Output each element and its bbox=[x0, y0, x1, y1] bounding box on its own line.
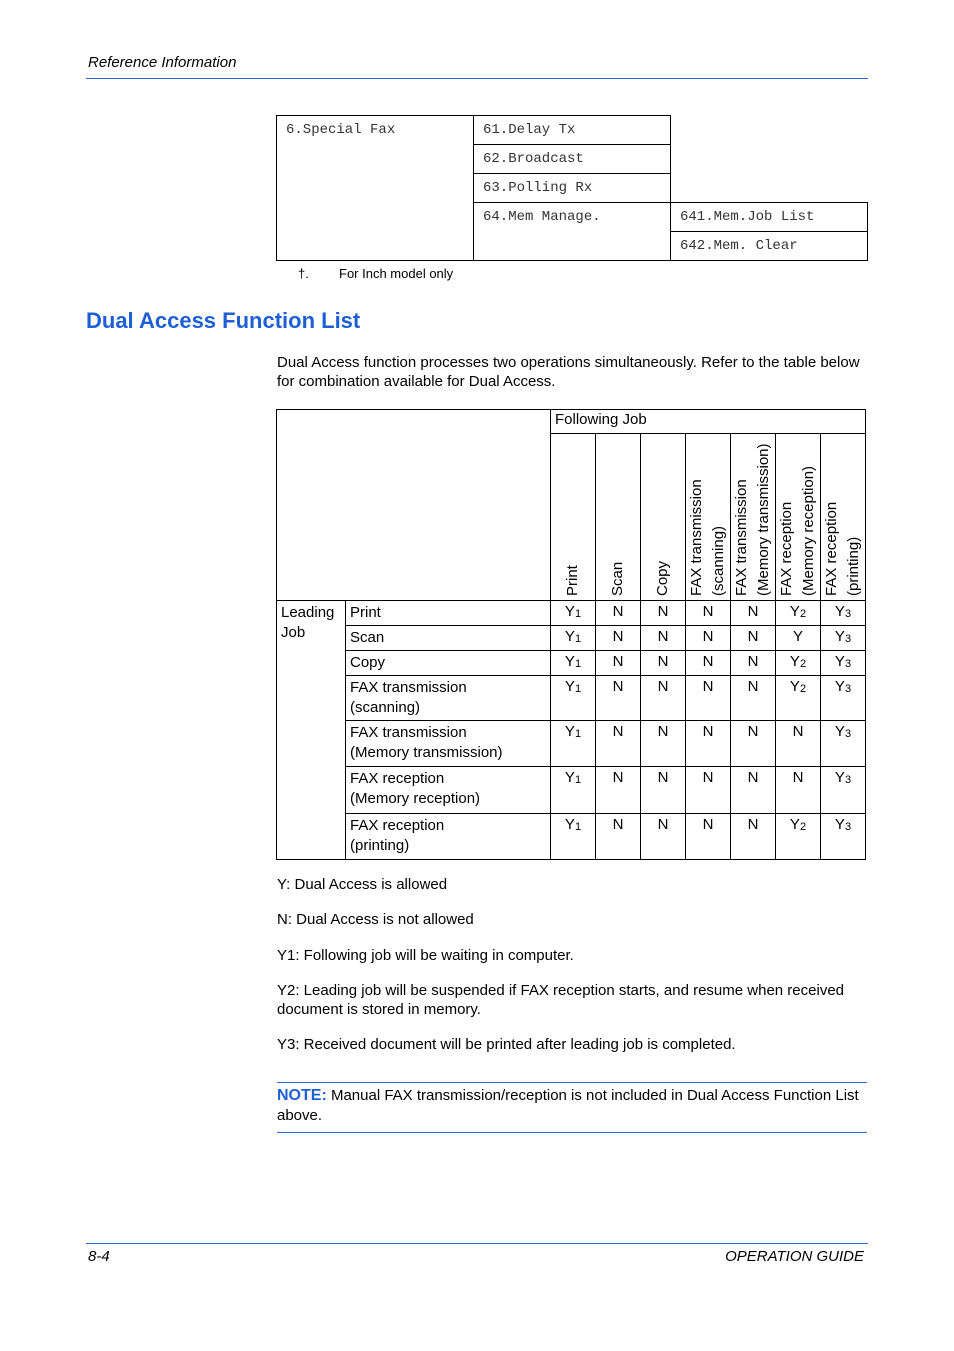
column-header bbox=[821, 434, 866, 601]
table-cell: N bbox=[776, 721, 821, 767]
table-cell: $Y_1$ bbox=[551, 626, 596, 651]
column-header-label: FAX reception (printing) bbox=[823, 501, 862, 596]
table-cell: N bbox=[686, 767, 731, 814]
table-cell: $Y_1$ bbox=[551, 601, 596, 626]
menu-item-mem-job-list: 641.Mem.Job List bbox=[671, 203, 868, 232]
menu-item-broadcast: 62.Broadcast bbox=[474, 145, 671, 174]
table-cell: N bbox=[686, 626, 731, 651]
table-cell: N bbox=[641, 721, 686, 767]
page-number: 8-4 bbox=[88, 1248, 110, 1265]
table-cell: $Y_2$ bbox=[776, 601, 821, 626]
section-title: Dual Access Function List bbox=[86, 308, 361, 333]
column-header bbox=[551, 434, 596, 601]
menu-item-mem-manage: 64.Mem Manage. bbox=[474, 203, 671, 261]
legend-y2: Y2: Leading job will be suspended if FAX reception starts, and resume when received document is stored in memory. bbox=[277, 982, 844, 1018]
menu-item-polling-rx: 63.Polling Rx bbox=[474, 174, 671, 203]
column-header-label: FAX transmission (scanning) bbox=[688, 479, 727, 596]
table-cell: $Y_1$ bbox=[551, 814, 596, 860]
footnote-text: For Inch model only bbox=[339, 266, 454, 281]
table-cell: $Y_2$ bbox=[776, 814, 821, 860]
row-label: Print bbox=[346, 601, 551, 626]
note-label: NOTE: bbox=[277, 1087, 327, 1104]
column-header bbox=[596, 434, 641, 601]
column-header bbox=[686, 434, 731, 601]
table-row bbox=[277, 651, 866, 676]
table-row bbox=[277, 721, 866, 767]
row-label: FAX transmission (Memory transmission) bbox=[346, 721, 551, 767]
table-cell: $Y_2$ bbox=[776, 651, 821, 676]
dual-access-table bbox=[276, 409, 866, 860]
table-cell: $Y_1$ bbox=[551, 767, 596, 814]
column-header-label: Scan bbox=[609, 561, 626, 596]
table-cell: $Y_3$ bbox=[821, 626, 866, 651]
table-cell: N bbox=[686, 676, 731, 721]
legend-y: Y: Dual Access is allowed bbox=[277, 876, 448, 893]
table-cell: N bbox=[776, 767, 821, 814]
guide-title: OPERATION GUIDE bbox=[725, 1248, 864, 1265]
table-cell: $Y_1$ bbox=[551, 721, 596, 767]
table-cell: Y bbox=[776, 626, 821, 651]
legend-y1: Y1: Following job will be waiting in computer. bbox=[277, 947, 574, 964]
column-header bbox=[731, 434, 776, 601]
table-corner bbox=[277, 410, 551, 601]
table-cell: $Y_3$ bbox=[821, 721, 866, 767]
table-cell: N bbox=[641, 651, 686, 676]
row-label: Scan bbox=[346, 626, 551, 651]
table-cell: N bbox=[731, 721, 776, 767]
table-row bbox=[277, 601, 866, 626]
table-cell: N bbox=[641, 626, 686, 651]
menu-item-special-fax: 6.Special Fax bbox=[277, 116, 474, 261]
header-rule bbox=[86, 78, 868, 79]
legend-y3: Y3: Received document will be printed after leading job is completed. bbox=[277, 1036, 736, 1053]
note-block bbox=[277, 1086, 867, 1126]
following-job-header: Following Job bbox=[551, 410, 866, 434]
table-cell: N bbox=[731, 651, 776, 676]
row-label: FAX reception (Memory reception) bbox=[346, 767, 551, 814]
table-cell: N bbox=[641, 601, 686, 626]
note-bottom-rule bbox=[277, 1132, 867, 1133]
table-cell: N bbox=[596, 767, 641, 814]
table-cell: $Y_3$ bbox=[821, 601, 866, 626]
table-row bbox=[277, 626, 866, 651]
table-cell: N bbox=[686, 651, 731, 676]
intro-paragraph: Dual Access function processes two operations simultaneously. Refer to the table below for combination available for Dual Access. bbox=[277, 354, 860, 390]
table-row bbox=[277, 676, 866, 721]
table-cell: N bbox=[731, 767, 776, 814]
table-row bbox=[277, 814, 866, 860]
table-cell: $Y_3$ bbox=[821, 651, 866, 676]
table-cell: N bbox=[731, 814, 776, 860]
table-cell: N bbox=[641, 767, 686, 814]
menu-item-mem-clear: 642.Mem. Clear bbox=[671, 232, 868, 261]
running-header: Reference Information bbox=[88, 54, 237, 71]
table-cell: N bbox=[596, 721, 641, 767]
table-cell: N bbox=[596, 601, 641, 626]
table-row bbox=[277, 767, 866, 814]
column-header-label: Copy bbox=[654, 560, 671, 596]
footer-rule bbox=[86, 1243, 868, 1244]
table-cell: N bbox=[641, 814, 686, 860]
column-header-label: Print bbox=[564, 565, 581, 596]
column-header-label: FAX transmission (Memory transmission) bbox=[733, 443, 772, 596]
table-cell: N bbox=[596, 814, 641, 860]
leading-job-header: Leading Job bbox=[277, 601, 346, 860]
table-cell: $Y_1$ bbox=[551, 651, 596, 676]
column-header bbox=[776, 434, 821, 601]
table-cell: N bbox=[731, 601, 776, 626]
column-header-label: FAX reception (Memory reception) bbox=[778, 465, 817, 596]
table-cell: N bbox=[596, 676, 641, 721]
table-cell: $Y_1$ bbox=[551, 676, 596, 721]
table-cell: N bbox=[731, 676, 776, 721]
table-cell: N bbox=[686, 814, 731, 860]
table-cell: N bbox=[731, 626, 776, 651]
footnote-mark: †. bbox=[298, 266, 309, 281]
table-cell: N bbox=[686, 601, 731, 626]
table-cell: $Y_3$ bbox=[821, 676, 866, 721]
table-cell: $Y_3$ bbox=[821, 767, 866, 814]
table-cell: N bbox=[596, 626, 641, 651]
row-label: FAX reception (printing) bbox=[346, 814, 551, 860]
note-text: Manual FAX transmission/reception is not included in Dual Access Function List above. bbox=[277, 1087, 859, 1124]
note-top-rule bbox=[277, 1082, 867, 1083]
row-label: FAX transmission (scanning) bbox=[346, 676, 551, 721]
table-cell: N bbox=[686, 721, 731, 767]
row-label: Copy bbox=[346, 651, 551, 676]
legend-n: N: Dual Access is not allowed bbox=[277, 911, 474, 928]
table-cell: N bbox=[641, 676, 686, 721]
table-cell: $Y_3$ bbox=[821, 814, 866, 860]
column-header bbox=[641, 434, 686, 601]
menu-structure-table bbox=[276, 115, 868, 261]
table-cell: N bbox=[596, 651, 641, 676]
table-cell: $Y_2$ bbox=[776, 676, 821, 721]
menu-item-delay-tx: 61.Delay Tx bbox=[474, 116, 671, 145]
